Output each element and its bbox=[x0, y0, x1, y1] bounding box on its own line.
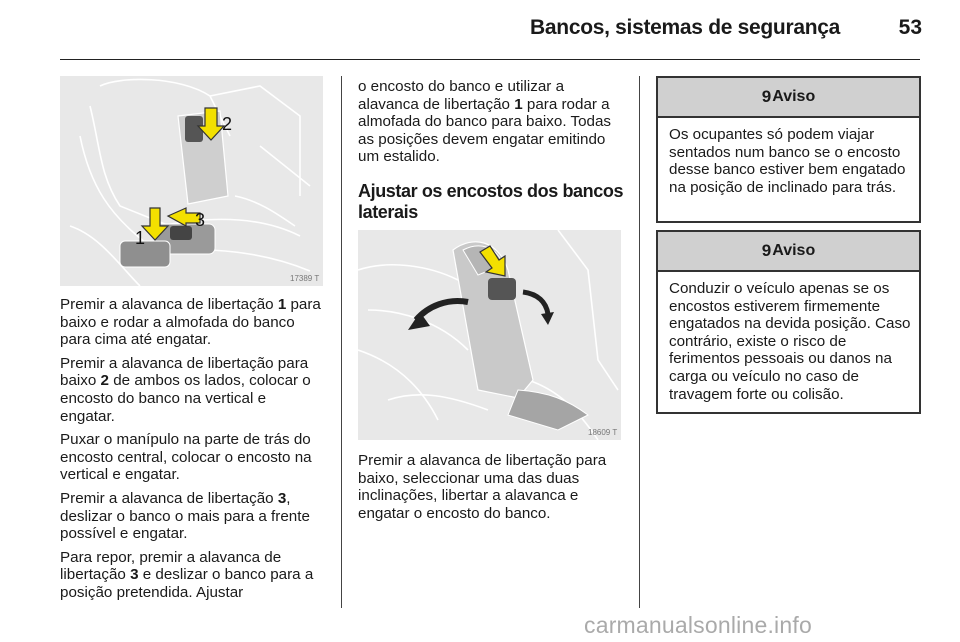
text-run: o encosto do banco e utilizar a alavanca de libertação bbox=[358, 78, 565, 113]
control-reference: 3 bbox=[130, 566, 139, 584]
figure1-label-3: 3 bbox=[195, 210, 206, 230]
warning-header-1 bbox=[658, 78, 919, 118]
figure-rear-seat-levers bbox=[60, 76, 323, 286]
text-run: para rodar a almofada do banco para baixo. Todas as posições devem engatar emitindo um estalido. bbox=[358, 95, 612, 166]
warning-box-2 bbox=[656, 230, 921, 414]
column2-text-top bbox=[358, 78, 624, 172]
column1-text bbox=[60, 296, 324, 608]
text-run: e deslizar o banco para a posição pretendida. Ajustar bbox=[60, 566, 314, 601]
paragraph bbox=[358, 78, 624, 166]
figure2-code: 18609 T bbox=[588, 428, 618, 437]
text-run: Premir a alavanca de libertação para baixo, seleccionar uma das duas inclinações, libertar a alavanca e engatar o encosto do banco. bbox=[358, 452, 607, 522]
control-reference: 1 bbox=[514, 95, 523, 113]
figure1-label-1: 1 bbox=[135, 228, 146, 248]
text-run: de ambos os lados, colocar o encosto do banco na vertical e engatar. bbox=[60, 372, 311, 425]
warning-title-1: Aviso bbox=[772, 88, 816, 105]
control-reference: 3 bbox=[277, 489, 287, 507]
text-run: Puxar o manípulo na parte de trás do encosto central, colocar o encosto na vertical e engatar. bbox=[60, 431, 312, 484]
figure1-code: 17389 T bbox=[290, 274, 320, 283]
page-title: Bancos, sistemas de segurança bbox=[530, 16, 840, 39]
column-divider-2 bbox=[639, 76, 640, 608]
section-heading: Ajustar os encostos dos bancos laterais bbox=[358, 181, 624, 222]
paragraph bbox=[358, 452, 624, 522]
control-reference: 2 bbox=[100, 372, 109, 390]
column2-text-bottom bbox=[358, 452, 624, 528]
paragraph bbox=[60, 549, 324, 602]
paragraph bbox=[60, 355, 324, 425]
paragraph bbox=[60, 296, 324, 349]
text-run: Premir a alavanca de libertação bbox=[60, 489, 278, 507]
warning-text-2: Conduzir o veículo apenas se os encostos estiverem firmemente engatados na devida posição. Caso contrário, existe o risco de ferimentos pessoais ou danos na carga ou veículo no caso de travagem forte ou colisão. bbox=[669, 280, 911, 403]
warning-text-1: Os ocupantes só podem viajar sentados num banco se o encosto desse banco estiver bem engatado na posição de inclinado para trás. bbox=[669, 126, 906, 196]
header-rule bbox=[60, 59, 920, 60]
warning-icon: 9 bbox=[761, 87, 772, 106]
page-number: 53 bbox=[898, 16, 922, 39]
paragraph bbox=[60, 490, 324, 543]
text-run: para baixo e rodar a almofada do banco para cima até engatar. bbox=[60, 296, 321, 349]
figure1-label-2: 2 bbox=[222, 114, 233, 134]
warning-title-2: Aviso bbox=[772, 242, 816, 259]
seat-illustration-2 bbox=[358, 230, 621, 440]
column-divider-1 bbox=[341, 76, 342, 608]
text-run: , deslizar o banco o mais para a frente possível e engatar. bbox=[60, 489, 310, 543]
watermark: carmanualsonline.info bbox=[584, 612, 812, 638]
warning-header-2 bbox=[658, 232, 919, 272]
text-run: Premir a alavanca de libertação bbox=[60, 296, 278, 313]
warning-icon: 9 bbox=[761, 241, 772, 260]
seat-illustration-1 bbox=[60, 76, 323, 286]
text-run: Premir a alavanca de libertação para baixo bbox=[60, 354, 309, 390]
control-reference: 1 bbox=[277, 296, 287, 313]
paragraph bbox=[60, 431, 324, 484]
text-run: Para repor, premir a alavanca de libertação bbox=[60, 548, 282, 584]
warning-box-1 bbox=[656, 76, 921, 223]
page-header bbox=[0, 0, 960, 62]
figure-side-backrest bbox=[358, 230, 621, 440]
